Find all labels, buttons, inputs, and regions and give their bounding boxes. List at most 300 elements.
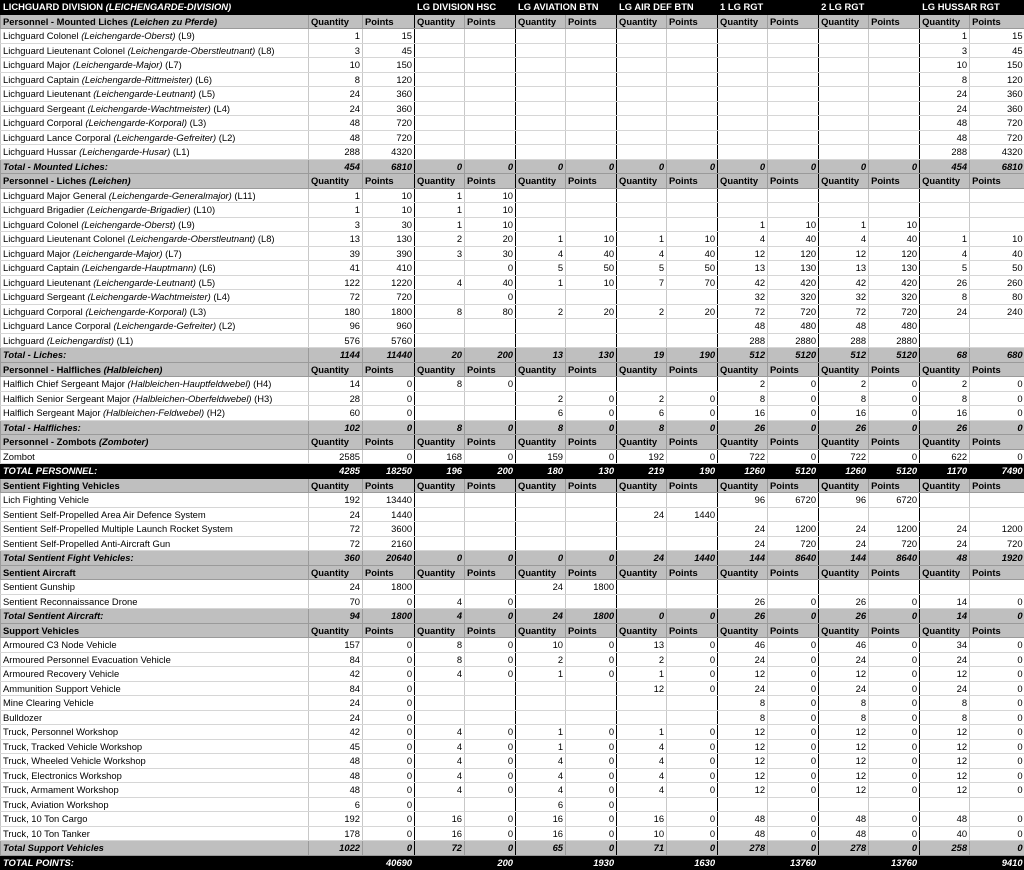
points-cell bbox=[465, 72, 516, 87]
points-cell bbox=[566, 536, 617, 551]
quantity-cell: 32 bbox=[819, 290, 869, 305]
quantity-cell: 48 bbox=[309, 783, 363, 798]
points-cell: 0 bbox=[465, 768, 516, 783]
points-cell bbox=[465, 43, 516, 58]
points-cell: 0 bbox=[667, 812, 718, 827]
row-label bbox=[1, 14, 309, 29]
quantity-cell: 1 bbox=[516, 275, 566, 290]
row-label-text: Personnel - Zombots bbox=[3, 436, 99, 447]
quantity-cell: 16 bbox=[718, 406, 768, 421]
points-cell: 0 bbox=[768, 377, 819, 392]
points-cell: 720 bbox=[363, 130, 415, 145]
table-row bbox=[1, 145, 1024, 160]
total-row bbox=[1, 609, 1024, 624]
row-label-german: (Leichengarde-Oberstleutnant) bbox=[128, 45, 256, 56]
quantity-cell: 512 bbox=[819, 348, 869, 363]
quantity-cell bbox=[617, 29, 667, 44]
row-label-german: (Halbleichen-Oberfeldwebel) bbox=[133, 393, 252, 404]
quantity-cell: 13 bbox=[819, 261, 869, 276]
row-label-text: Halflich Chief Sergeant Major bbox=[3, 378, 128, 389]
row-label-text: Total Sentient Fight Vehicles: bbox=[3, 552, 134, 563]
row-label-text: Lichguard Lance Corporal bbox=[3, 132, 114, 143]
points-cell bbox=[667, 522, 718, 537]
quantity-cell bbox=[920, 188, 970, 203]
points-cell: 70 bbox=[667, 275, 718, 290]
points-cell: 0 bbox=[970, 638, 1024, 653]
quantity-cell: 4285 bbox=[309, 464, 363, 479]
points-cell bbox=[768, 116, 819, 131]
quantity-cell bbox=[920, 797, 970, 812]
col-quantity-label: Quantity bbox=[516, 362, 566, 377]
points-cell: 40 bbox=[566, 246, 617, 261]
col-quantity-label: Quantity bbox=[415, 565, 465, 580]
points-cell: 120 bbox=[970, 72, 1024, 87]
row-label bbox=[1, 362, 309, 377]
quantity-cell bbox=[516, 203, 566, 218]
row-label-german: (Leichengardist) bbox=[47, 335, 114, 346]
quantity-cell: 4 bbox=[415, 594, 465, 609]
quantity-cell: 4 bbox=[819, 232, 869, 247]
points-cell: 4320 bbox=[970, 145, 1024, 160]
quantity-cell bbox=[516, 594, 566, 609]
row-label-text: Lichguard Captain bbox=[3, 74, 82, 85]
quantity-cell: 2 bbox=[617, 304, 667, 319]
points-cell: 0 bbox=[566, 812, 617, 827]
quantity-cell bbox=[718, 507, 768, 522]
quantity-cell: 24 bbox=[309, 101, 363, 116]
row-label-text: Total Sentient Aircraft: bbox=[3, 610, 103, 621]
points-cell: 6810 bbox=[363, 159, 415, 174]
points-cell bbox=[768, 188, 819, 203]
points-cell: 190 bbox=[667, 464, 718, 479]
points-cell: 0 bbox=[363, 594, 415, 609]
quantity-cell: 26 bbox=[920, 420, 970, 435]
total-row bbox=[1, 348, 1024, 363]
row-label-text: Truck, Armament Workshop bbox=[3, 784, 119, 795]
col-quantity-label: Quantity bbox=[819, 565, 869, 580]
quantity-cell bbox=[718, 130, 768, 145]
points-cell: 0 bbox=[566, 159, 617, 174]
quantity-cell bbox=[415, 580, 465, 595]
row-label-text: Sentient Fighting Vehicles bbox=[3, 480, 120, 491]
points-cell bbox=[667, 536, 718, 551]
quantity-cell: 102 bbox=[309, 420, 363, 435]
quantity-cell bbox=[920, 203, 970, 218]
quantity-cell: 1022 bbox=[309, 841, 363, 856]
quantity-cell: 46 bbox=[718, 638, 768, 653]
col-points-label: Points bbox=[970, 362, 1024, 377]
table-row bbox=[1, 275, 1024, 290]
row-label-text: Truck, 10 Ton Cargo bbox=[3, 813, 87, 824]
col-points-label: Points bbox=[869, 174, 920, 189]
quantity-cell: 20 bbox=[415, 348, 465, 363]
quantity-cell: 1 bbox=[516, 667, 566, 682]
quantity-cell: 16 bbox=[920, 406, 970, 421]
points-cell: 0 bbox=[363, 797, 415, 812]
points-cell: 0 bbox=[869, 768, 920, 783]
points-cell: 0 bbox=[465, 638, 516, 653]
col-quantity-label: Quantity bbox=[516, 435, 566, 450]
quantity-cell: 8 bbox=[920, 696, 970, 711]
row-label bbox=[1, 826, 309, 841]
points-cell bbox=[667, 29, 718, 44]
table-row bbox=[1, 710, 1024, 725]
points-cell: 0 bbox=[768, 391, 819, 406]
quantity-cell bbox=[718, 797, 768, 812]
points-cell: 1220 bbox=[363, 275, 415, 290]
points-cell bbox=[667, 43, 718, 58]
points-cell: 0 bbox=[869, 420, 920, 435]
quantity-cell: 12 bbox=[819, 725, 869, 740]
row-label-text: Sentient Self-Propelled Multiple Launch Rocket System bbox=[3, 523, 233, 534]
col-quantity-label: Quantity bbox=[819, 14, 869, 29]
row-label bbox=[1, 681, 309, 696]
quantity-cell: 16 bbox=[819, 406, 869, 421]
table-row bbox=[1, 290, 1024, 305]
points-cell: 10 bbox=[363, 188, 415, 203]
row-label bbox=[1, 449, 309, 464]
total-row bbox=[1, 551, 1024, 566]
row-label bbox=[1, 638, 309, 653]
quantity-cell bbox=[617, 101, 667, 116]
quantity-cell bbox=[415, 145, 465, 160]
col-quantity-label: Quantity bbox=[617, 362, 667, 377]
quantity-cell: 4 bbox=[617, 754, 667, 769]
quantity-cell: 2 bbox=[819, 377, 869, 392]
row-label-rank: (L6) bbox=[196, 262, 215, 273]
row-label-text: Lichguard Sergeant bbox=[3, 103, 87, 114]
points-cell bbox=[566, 319, 617, 334]
quantity-cell: 24 bbox=[718, 652, 768, 667]
quantity-cell bbox=[617, 319, 667, 334]
quantity-cell: 42 bbox=[718, 275, 768, 290]
quantity-cell bbox=[718, 116, 768, 131]
quantity-cell: 12 bbox=[819, 667, 869, 682]
points-cell bbox=[465, 696, 516, 711]
quantity-cell bbox=[415, 507, 465, 522]
quantity-cell: 24 bbox=[920, 87, 970, 102]
points-cell: 0 bbox=[970, 710, 1024, 725]
quantity-cell bbox=[718, 188, 768, 203]
quantity-cell: 0 bbox=[415, 159, 465, 174]
points-cell: 0 bbox=[970, 754, 1024, 769]
points-cell: 30 bbox=[465, 246, 516, 261]
points-cell: 0 bbox=[970, 609, 1024, 624]
points-cell: 0 bbox=[970, 696, 1024, 711]
quantity-cell: 84 bbox=[309, 681, 363, 696]
quantity-cell bbox=[617, 203, 667, 218]
quantity-cell bbox=[516, 710, 566, 725]
quantity-cell: 96 bbox=[718, 493, 768, 508]
col-quantity-label: Quantity bbox=[415, 362, 465, 377]
points-cell: 6720 bbox=[869, 493, 920, 508]
points-cell bbox=[566, 290, 617, 305]
points-cell: 120 bbox=[768, 246, 819, 261]
points-cell: 45 bbox=[363, 43, 415, 58]
row-label bbox=[1, 174, 309, 189]
points-cell bbox=[465, 507, 516, 522]
row-label-text: Truck, Wheeled Vehicle Workshop bbox=[3, 755, 146, 766]
row-label-german: (Leichengarde-Korporal) bbox=[85, 117, 187, 128]
row-label-text: Total - Liches: bbox=[3, 349, 66, 360]
quantity-cell: 8 bbox=[819, 696, 869, 711]
row-label-rank: (H3) bbox=[252, 393, 273, 404]
section-header-row bbox=[1, 362, 1024, 377]
quantity-cell: 48 bbox=[309, 768, 363, 783]
points-cell: 0 bbox=[970, 406, 1024, 421]
points-cell: 0 bbox=[869, 406, 920, 421]
division-title: LICHGUARD DIVISION bbox=[3, 1, 106, 12]
points-cell bbox=[566, 188, 617, 203]
points-cell: 0 bbox=[667, 406, 718, 421]
points-cell bbox=[970, 319, 1024, 334]
table-row bbox=[1, 87, 1024, 102]
division-title-cell bbox=[1, 0, 415, 14]
points-cell: 0 bbox=[566, 449, 617, 464]
quantity-cell: 288 bbox=[718, 333, 768, 348]
points-cell: 0 bbox=[363, 681, 415, 696]
points-cell bbox=[465, 522, 516, 537]
row-label-text: Lichguard Sergeant bbox=[3, 291, 87, 302]
quantity-cell: 48 bbox=[819, 812, 869, 827]
quantity-cell: 16 bbox=[516, 812, 566, 827]
col-points-label: Points bbox=[970, 435, 1024, 450]
col-quantity-label: Quantity bbox=[718, 435, 768, 450]
quantity-cell bbox=[920, 507, 970, 522]
row-label-text: Personnel - Halfliches bbox=[3, 364, 104, 375]
col-points-label: Points bbox=[363, 362, 415, 377]
quantity-cell: 4 bbox=[920, 246, 970, 261]
points-cell: 0 bbox=[768, 594, 819, 609]
row-label-rank: (L9) bbox=[176, 30, 195, 41]
quantity-cell: 1144 bbox=[309, 348, 363, 363]
points-cell: 10 bbox=[768, 217, 819, 232]
col-points-label: Points bbox=[768, 14, 819, 29]
quantity-cell bbox=[516, 377, 566, 392]
unit-header: LG AIR DEF BTN bbox=[617, 0, 718, 14]
points-cell bbox=[566, 43, 617, 58]
unit-header: 1 LG RGT bbox=[718, 0, 819, 14]
points-cell: 0 bbox=[667, 638, 718, 653]
quantity-cell: 26 bbox=[920, 275, 970, 290]
quantity-cell: 8 bbox=[920, 290, 970, 305]
quantity-cell: 72 bbox=[309, 522, 363, 537]
row-label-text: Lich Fighting Vehicle bbox=[3, 494, 89, 505]
points-cell: 130 bbox=[363, 232, 415, 247]
table-row bbox=[1, 217, 1024, 232]
table-row bbox=[1, 29, 1024, 44]
quantity-cell bbox=[309, 855, 363, 870]
points-cell: 0 bbox=[970, 725, 1024, 740]
col-points-label: Points bbox=[363, 478, 415, 493]
points-cell bbox=[566, 696, 617, 711]
points-cell: 0 bbox=[667, 841, 718, 856]
row-label bbox=[1, 754, 309, 769]
points-cell: 20 bbox=[667, 304, 718, 319]
points-cell bbox=[768, 507, 819, 522]
quantity-cell bbox=[617, 536, 667, 551]
row-label-german: (Leichengarde-Gefreiter) bbox=[114, 132, 217, 143]
row-label-german: (Zomboter) bbox=[99, 436, 148, 447]
points-cell: 1200 bbox=[768, 522, 819, 537]
quantity-cell: 12 bbox=[819, 739, 869, 754]
points-cell: 0 bbox=[869, 841, 920, 856]
quantity-cell: 1 bbox=[920, 232, 970, 247]
row-label bbox=[1, 43, 309, 58]
points-cell: 80 bbox=[465, 304, 516, 319]
points-cell: 6810 bbox=[970, 159, 1024, 174]
col-points-label: Points bbox=[667, 478, 718, 493]
table-row bbox=[1, 522, 1024, 537]
quantity-cell: 6 bbox=[617, 406, 667, 421]
table-row bbox=[1, 667, 1024, 682]
section-header-row bbox=[1, 623, 1024, 638]
points-cell bbox=[465, 536, 516, 551]
col-points-label: Points bbox=[465, 478, 516, 493]
points-cell bbox=[667, 145, 718, 160]
row-label-text: Ammunition Support Vehicle bbox=[3, 683, 121, 694]
quantity-cell bbox=[718, 855, 768, 870]
points-cell bbox=[566, 203, 617, 218]
quantity-cell bbox=[415, 116, 465, 131]
quantity-cell bbox=[617, 493, 667, 508]
row-label bbox=[1, 580, 309, 595]
quantity-cell bbox=[819, 797, 869, 812]
points-cell bbox=[566, 333, 617, 348]
quantity-cell: 16 bbox=[516, 826, 566, 841]
points-cell bbox=[970, 217, 1024, 232]
points-cell bbox=[667, 319, 718, 334]
quantity-cell: 1 bbox=[309, 188, 363, 203]
row-label-text: Lichguard Hussar bbox=[3, 146, 79, 157]
row-label bbox=[1, 116, 309, 131]
quantity-cell: 8 bbox=[415, 420, 465, 435]
points-cell: 0 bbox=[768, 667, 819, 682]
quantity-cell: 48 bbox=[309, 130, 363, 145]
points-cell: 0 bbox=[970, 391, 1024, 406]
quantity-cell: 4 bbox=[415, 609, 465, 624]
row-label bbox=[1, 29, 309, 44]
table-row bbox=[1, 580, 1024, 595]
quantity-cell: 48 bbox=[718, 319, 768, 334]
points-cell: 0 bbox=[970, 377, 1024, 392]
points-cell bbox=[465, 391, 516, 406]
table-row bbox=[1, 638, 1024, 653]
quantity-cell bbox=[819, 43, 869, 58]
quantity-cell bbox=[415, 406, 465, 421]
col-quantity-label: Quantity bbox=[516, 623, 566, 638]
col-quantity-label: Quantity bbox=[516, 14, 566, 29]
quantity-cell bbox=[617, 87, 667, 102]
quantity-cell: 1260 bbox=[819, 464, 869, 479]
row-label-text: Lichguard Colonel bbox=[3, 30, 81, 41]
points-cell: 0 bbox=[970, 449, 1024, 464]
quantity-cell: 24 bbox=[617, 507, 667, 522]
points-cell: 0 bbox=[363, 783, 415, 798]
quantity-cell: 24 bbox=[920, 536, 970, 551]
points-cell: 10 bbox=[566, 275, 617, 290]
quantity-cell: 12 bbox=[819, 783, 869, 798]
total-row bbox=[1, 420, 1024, 435]
quantity-cell: 8 bbox=[415, 304, 465, 319]
points-cell bbox=[768, 101, 819, 116]
row-label-rank: (L8) bbox=[255, 45, 274, 56]
col-points-label: Points bbox=[667, 623, 718, 638]
row-label bbox=[1, 696, 309, 711]
points-cell bbox=[566, 101, 617, 116]
row-label-german: (Leichengarde-Wachtmeister) bbox=[87, 103, 210, 114]
points-cell: 0 bbox=[363, 710, 415, 725]
points-cell: 0 bbox=[363, 638, 415, 653]
points-cell: 0 bbox=[465, 420, 516, 435]
points-cell: 1800 bbox=[566, 609, 617, 624]
points-cell: 720 bbox=[869, 304, 920, 319]
points-cell bbox=[869, 203, 920, 218]
section-header-row bbox=[1, 14, 1024, 29]
points-cell bbox=[768, 580, 819, 595]
points-cell: 0 bbox=[667, 754, 718, 769]
quantity-cell: 5 bbox=[920, 261, 970, 276]
row-label-text: Lichguard Major bbox=[3, 248, 73, 259]
points-cell: 130 bbox=[566, 348, 617, 363]
row-label bbox=[1, 783, 309, 798]
points-cell: 4320 bbox=[363, 145, 415, 160]
quantity-cell: 6 bbox=[516, 797, 566, 812]
row-label bbox=[1, 348, 309, 363]
quantity-cell bbox=[617, 58, 667, 73]
points-cell: 0 bbox=[566, 826, 617, 841]
row-label bbox=[1, 812, 309, 827]
points-cell: 420 bbox=[768, 275, 819, 290]
points-cell: 0 bbox=[465, 667, 516, 682]
row-label bbox=[1, 290, 309, 305]
col-points-label: Points bbox=[465, 174, 516, 189]
row-label-text: Lichguard bbox=[3, 335, 47, 346]
col-points-label: Points bbox=[768, 362, 819, 377]
quantity-cell: 28 bbox=[309, 391, 363, 406]
row-label-german: (Leichengarde-Wachtmeister) bbox=[87, 291, 210, 302]
quantity-cell bbox=[920, 333, 970, 348]
points-cell: 10 bbox=[465, 203, 516, 218]
row-label-rank: (L11) bbox=[232, 190, 256, 201]
row-label bbox=[1, 72, 309, 87]
points-cell: 0 bbox=[667, 667, 718, 682]
quantity-cell bbox=[617, 188, 667, 203]
quantity-cell: 24 bbox=[718, 681, 768, 696]
quantity-cell bbox=[617, 72, 667, 87]
quantity-cell: 12 bbox=[718, 246, 768, 261]
col-quantity-label: Quantity bbox=[920, 362, 970, 377]
table-row bbox=[1, 725, 1024, 740]
points-cell: 0 bbox=[768, 783, 819, 798]
quantity-cell: 26 bbox=[819, 609, 869, 624]
table-row bbox=[1, 652, 1024, 667]
points-cell bbox=[465, 29, 516, 44]
points-cell bbox=[970, 507, 1024, 522]
points-cell: 20 bbox=[566, 304, 617, 319]
quantity-cell bbox=[617, 290, 667, 305]
quantity-cell: 26 bbox=[819, 594, 869, 609]
quantity-cell: 1 bbox=[617, 667, 667, 682]
quantity-cell: 0 bbox=[516, 551, 566, 566]
quantity-cell bbox=[516, 681, 566, 696]
row-label bbox=[1, 420, 309, 435]
quantity-cell: 1 bbox=[718, 217, 768, 232]
quantity-cell: 16 bbox=[415, 812, 465, 827]
quantity-cell bbox=[415, 290, 465, 305]
quantity-cell bbox=[415, 855, 465, 870]
col-quantity-label: Quantity bbox=[819, 478, 869, 493]
